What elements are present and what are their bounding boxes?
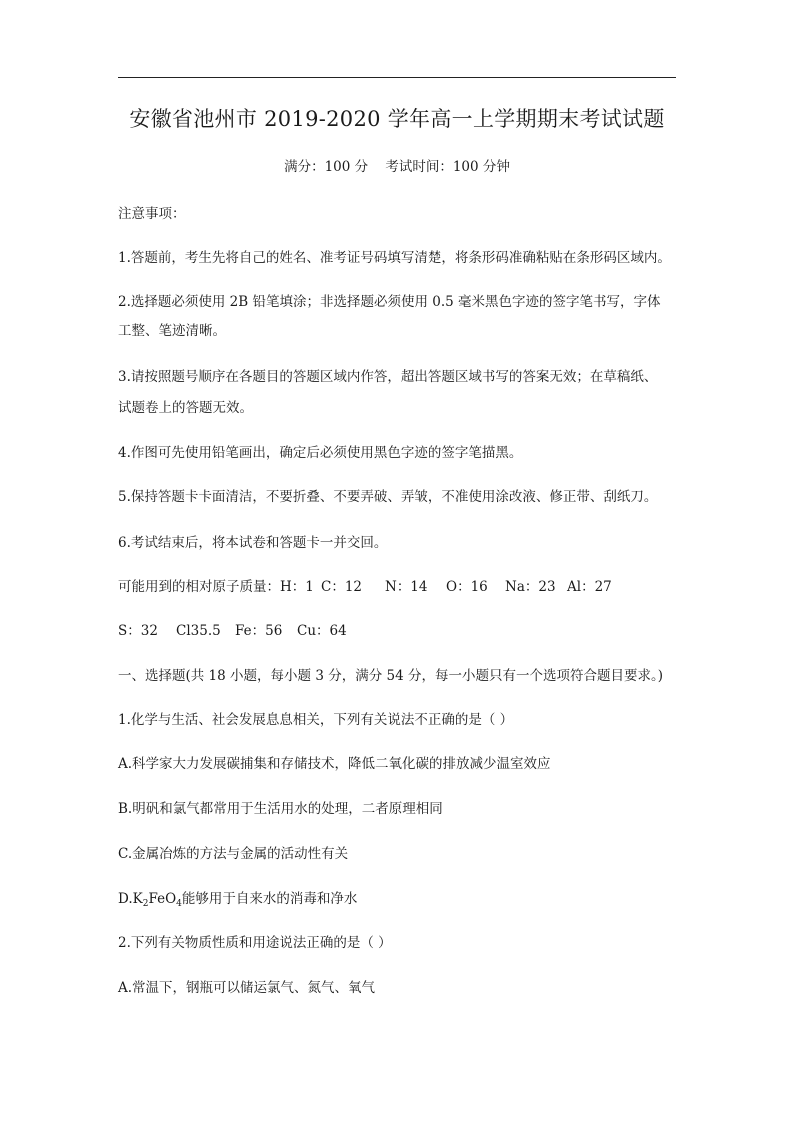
question-1-option-a: A.科学家大力发展碳捕集和存储技术，降低二氧化碳的排放减少温室效应 <box>118 756 551 772</box>
header-rule <box>118 77 676 78</box>
page-title: 安徽省池州市 2019-2020 学年高一上学期期末考试试题 <box>129 107 665 131</box>
subscript: 4 <box>176 899 182 909</box>
option-d-prefix: D.K <box>118 891 143 907</box>
mass-n: N：14 <box>385 579 428 595</box>
mass-cu: Cu：64 <box>297 623 347 639</box>
section-heading: 一、选择题(共 18 小题，每小题 3 分，满分 54 分，每一小题只有一个选项符合题目要求。) <box>118 668 663 684</box>
note-item: 4.作图可先使用铅笔画出，确定后必须使用黑色字迹的签字笔描黑。 <box>118 445 523 461</box>
atomic-masses-row-2 <box>118 620 688 642</box>
question-1-option-d <box>118 888 688 915</box>
question-1-option-c: C.金属冶炼的方法与金属的活动性有关 <box>118 846 349 862</box>
question-2-stem: 2.下列有关物质性质和用途说法正确的是（ ） <box>118 935 392 951</box>
formula-part: FeO <box>148 891 177 907</box>
mass-fe: Fe：56 <box>235 623 283 639</box>
mass-o: O：16 <box>446 579 488 595</box>
atomic-masses-row-1 <box>118 576 688 598</box>
note-item: 1.答题前，考生先将自己的姓名、准考证号码填写清楚，将条形码准确粘贴在条形码区域内。 <box>118 250 671 266</box>
mass-s: S：32 <box>118 623 158 639</box>
mass-na: Na：23 <box>505 579 556 595</box>
note-item: 6.考试结束后，将本试卷和答题卡一并交回。 <box>118 535 388 551</box>
note-item-continued: 试题卷上的答题无效。 <box>118 400 253 416</box>
notes-heading: 注意事项： <box>118 206 186 222</box>
mass-c: C：12 <box>321 579 363 595</box>
note-item: 3.请按照题号顺序在各题目的答题区域内作答，超出答题区域书写的答案无效；在草稿纸、 <box>118 369 658 385</box>
atomic-masses-label: 可能用到的相对原子质量： <box>118 579 280 595</box>
mass-al: Al：27 <box>567 579 612 595</box>
mass-cl: Cl35.5 <box>176 623 221 639</box>
question-1-option-b: B.明矾和氯气都常用于生活用水的处理，二者原理相同 <box>118 801 443 817</box>
option-d-text: 能够用于自来水的消毒和净水 <box>181 891 358 907</box>
subscript: 2 <box>142 899 149 909</box>
note-item-continued: 工整、笔迹清晰。 <box>118 323 226 339</box>
exam-info: 满分：100 分 考试时间：100 分钟 <box>284 159 510 175</box>
question-2-option-a: A.常温下，钢瓶可以储运氯气、氮气、氧气 <box>118 980 376 996</box>
note-item: 2.选择题必须使用 2B 铅笔填涂；非选择题必须使用 0.5 毫米黑色字迹的签字笔书写，字体 <box>118 294 661 310</box>
question-1-stem: 1.化学与生活、社会发展息息相关，下列有关说法不正确的是（ ） <box>118 712 514 728</box>
mass-h: H：1 <box>280 579 314 595</box>
note-item: 5.保持答题卡卡面清洁，不要折叠、不要弄破、弄皱，不准使用涂改液、修正带、刮纸刀。 <box>118 489 658 505</box>
